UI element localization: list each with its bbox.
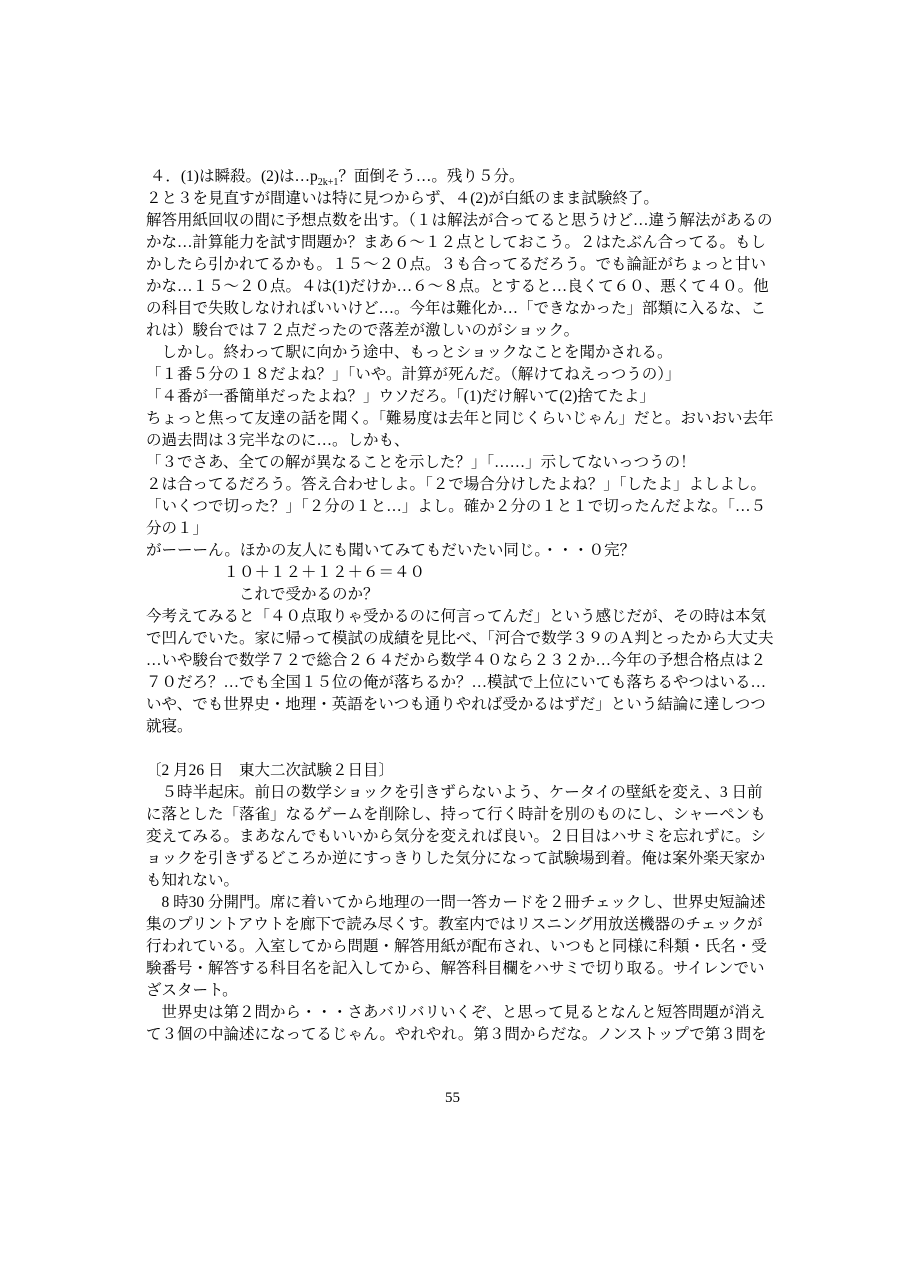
text-line: １０＋１２＋１２＋６＝４０ (146, 564, 426, 581)
text-line: 8 時30 分開門。席に着いてから地理の一問一答カードを２冊チェックし、世界史短論述 (146, 894, 766, 911)
text-line: 「いくつで切った？」「２分の１と…」よし。確か２分の１と１で切ったんだよな。「…５ (146, 498, 767, 515)
text-line: て３個の中論述になってるじゃん。やれやれ。第３問からだな。ノンストップで第３問を (146, 1026, 767, 1043)
text-line: に落とした「落雀」なるゲームを削除し、持って行く時計を別のものにし、シャーペンも (146, 806, 766, 823)
page-number: 55 (445, 1090, 460, 1106)
document-body (146, 166, 786, 1046)
text-line: ５時半起床。前日の数学ショックを引きずらないよう、ケータイの壁紙を変え、3 日前 (146, 784, 763, 801)
text-line: ２と３を見直すが間違いは特に見つからず、４(2)が白紙のまま試験終了。 (146, 190, 659, 207)
text-line: 集のプリントアウトを廊下で読み尽くす。教室内ではリスニング用放送機器のチェックが (146, 916, 763, 933)
text-line: これで受かるのか？ (146, 586, 379, 603)
text-line: ７０だろ？…でも全国１５位の俺が落ちるか？…模試で上位にいても落ちるやつはいる… (146, 674, 767, 691)
text-line: …いや駿台で数学７２で総合２６４だから数学４０なら２３２か…今年の予想合格点は２ (146, 652, 767, 669)
text-line: 就寝。 (146, 718, 193, 735)
text-line: 世界史は第２問から・・・さあバリバリいくぞ、と思って見るとなんと短答問題が消え (146, 1004, 766, 1021)
document-lines (146, 188, 786, 1046)
text-line: かしたら引かれてるかも。１５〜２０点。３も合ってるだろう。でも論証がちょっと甘い (146, 256, 767, 273)
subscript-text: 2k+1 (317, 177, 339, 189)
text-line: 変えてみる。まあなんでもいいから気分を変えれば良い。２日目はハサミを忘れずに。シ (146, 828, 767, 845)
text-line: の科目で失敗しなければいいけど…。今年は難化か…「できなかった」部類に入るな、こ (146, 300, 767, 317)
text-line: 「４番が一番簡単だったよね？」ウソだろ。「(1)だけ解いて(2)捨てたよ」 (146, 388, 655, 405)
text-line: かな…１５〜２０点。４は(1)だけか…６〜８点。とすると…良くて６０、悪くて４０。他 (146, 278, 769, 295)
text-line: 「１番５分の１８だよね？」「いや。計算が死んだ。（解けてねえっつうの）」 (146, 366, 681, 383)
text-line: がーーーん。ほかの友人にも聞いてみてもだいたい同じ。・・・０完？ (146, 542, 636, 559)
text-line: 解答用紙回収の間に予想点数を出す。（１は解法が合ってると思うけど…違う解法があるの (146, 212, 773, 229)
text-line: しかし。終わって駅に向かう途中、もっとショックなことを聞かされる。 (146, 344, 673, 361)
text-line: れは）駿台では７２点だったので落差が激しいのがショック。 (146, 322, 580, 339)
text-line: で凹んでいた。家に帰って模試の成績を見比べ、「河合で数学３９のＡ判とったから大丈夫 (146, 630, 774, 647)
text-line: 〔2 月26 日 東大二次試験２日目〕 (146, 762, 395, 779)
text-segment: ４．(1)は瞬殺。(2)は…p (146, 168, 318, 185)
text-line: かな…計算能力を試す問題か？まあ６〜１２点としておこう。２はたぶん合ってる。もし (146, 234, 767, 251)
text-line: ちょっと焦って友達の話を聞く。「難易度は去年と同じくらいじゃん」だと。おいおい去年 (146, 410, 774, 427)
text-line: 「３でさあ、全ての解が異なることを示した？」「……」示してないっつうの！ (146, 454, 696, 471)
text-line: 行われている。入室してから問題・解答用紙が配布され、いつもと同様に科類・氏名・受 (146, 938, 767, 955)
text-line: ２は合ってるだろう。答え合わせしよ。「２で場合分けしたよね？」「したよ」よしよし。 (146, 476, 767, 493)
text-line: の過去問は３完半なのに…。しかも、 (146, 432, 410, 449)
text-segment: ？面倒そう…。残り５分。 (338, 168, 525, 185)
text-line: 験番号・解答する科目名を記入してから、解答科目欄をハサミで切り取る。サイレンでい (146, 960, 765, 977)
text-line-with-subscript (146, 166, 786, 188)
text-line: ざスタート。 (146, 982, 238, 999)
text-line: ョックを引きずるどころか逆にすっきりした気分になって試験場到着。俺は案外楽天家か (146, 850, 766, 867)
text-line: 今考えてみると「４０点取りゃ受かるのに何言ってんだ」という感じだが、その時は本気 (146, 608, 767, 625)
text-line: いや、でも世界史・地理・英語をいつも通りやれば受かるはずだ」という結論に達しつつ (146, 696, 766, 713)
text-line (146, 738, 786, 760)
text-line: も知れない。 (146, 872, 240, 889)
text-line: 分の１」 (146, 520, 209, 537)
